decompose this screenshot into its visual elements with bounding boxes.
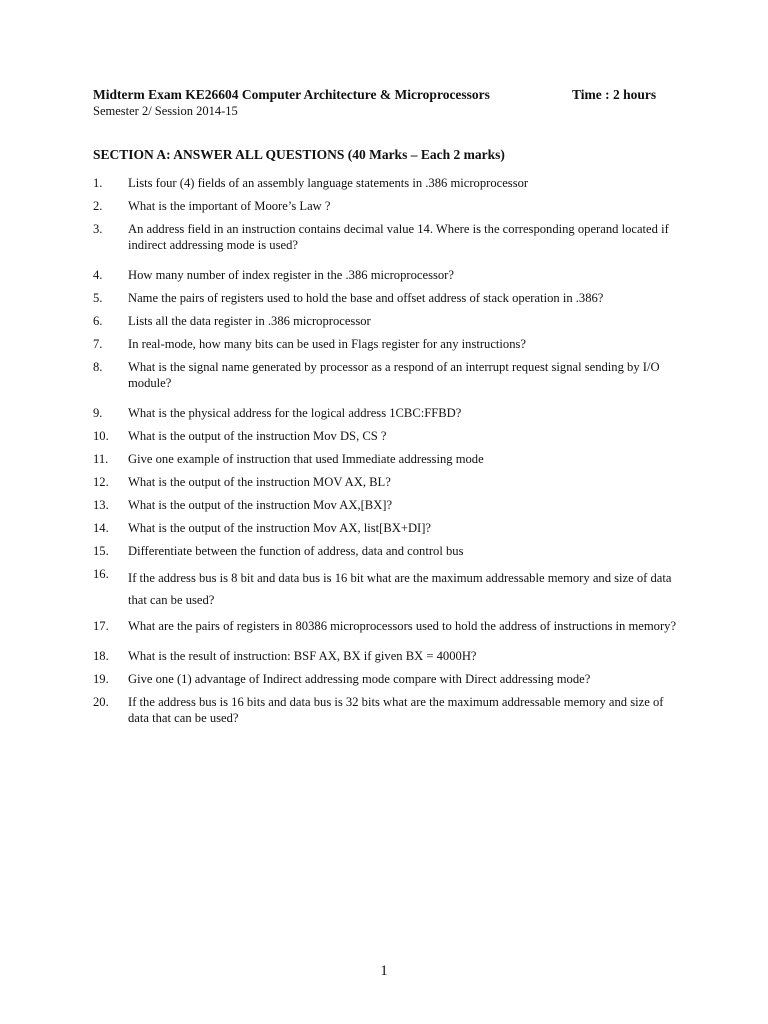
- question-item: [93, 314, 678, 330]
- question-item: [93, 619, 678, 635]
- question-text: Give one example of instruction that used Immediate addressing mode: [128, 452, 484, 466]
- question-number: 7.: [93, 337, 103, 351]
- question-item: [93, 498, 678, 514]
- exam-session: Semester 2/ Session 2014-15: [93, 104, 238, 118]
- question-item: [93, 268, 678, 284]
- question-item: [93, 176, 678, 192]
- question-number: 5.: [93, 291, 103, 305]
- question-number: 1.: [93, 176, 103, 190]
- question-item: [93, 521, 678, 537]
- exam-title: Midterm Exam KE26604 Computer Architecture & Microprocessors: [93, 87, 490, 102]
- question-number: 2.: [93, 199, 103, 213]
- question-text: An address field in an instruction contains decimal value 14. Where is the corresponding operand located if indirect addressing mode is used?: [128, 222, 669, 252]
- question-text: What is the output of the instruction Mov AX,[BX]?: [128, 498, 393, 512]
- question-number: 16.: [93, 567, 109, 581]
- question-list: [93, 176, 678, 734]
- exam-header: [93, 87, 673, 119]
- question-number: 18.: [93, 649, 109, 663]
- question-text: If the address bus is 16 bits and data bus is 32 bits what are the maximum addressable memory and size of data that can be used?: [128, 695, 664, 725]
- question-item: [93, 649, 678, 665]
- question-number: 8.: [93, 360, 103, 374]
- question-item: [93, 672, 678, 688]
- question-number: 15.: [93, 544, 109, 558]
- question-number: 11.: [93, 452, 109, 466]
- question-item: [93, 360, 678, 391]
- exam-duration: Time : 2 hours: [572, 87, 657, 102]
- question-item: [93, 452, 678, 468]
- question-item: [93, 475, 678, 491]
- question-item: [93, 695, 678, 726]
- question-number: 6.: [93, 314, 103, 328]
- question-item: [93, 337, 678, 353]
- question-text: If the address bus is 8 bit and data bus is 16 bit what are the maximum addressable memory and size of data that can be used?: [128, 571, 672, 607]
- question-text: Lists all the data register in .386 microprocessor: [128, 314, 371, 328]
- question-text: What is the signal name generated by processor as a respond of an interrupt request signal sending by I/O module?: [128, 360, 660, 390]
- question-text: Differentiate between the function of address, data and control bus: [128, 544, 464, 558]
- question-number: 13.: [93, 498, 109, 512]
- question-item: [93, 199, 678, 215]
- section-heading: SECTION A: ANSWER ALL QUESTIONS (40 Marks – Each 2 marks): [93, 147, 505, 162]
- page-number: 1: [380, 963, 388, 979]
- question-text: Name the pairs of registers used to hold the base and offset address of stack operation in .386?: [128, 291, 604, 305]
- question-number: 10.: [93, 429, 109, 443]
- question-number: 20.: [93, 695, 109, 709]
- question-item: [93, 406, 678, 422]
- question-text: What is the important of Moore’s Law ?: [128, 199, 331, 213]
- question-text: What is the output of the instruction MOV AX, BL?: [128, 475, 391, 489]
- question-text: What is the physical address for the logical address 1CBC:FFBD?: [128, 406, 462, 420]
- question-number: 3.: [93, 222, 103, 236]
- question-item: [93, 291, 678, 307]
- question-text: How many number of index register in the .386 microprocessor?: [128, 268, 454, 282]
- question-text: What are the pairs of registers in 80386 microprocessors used to hold the address of instructions in memory?: [128, 618, 677, 633]
- title-row: [93, 87, 673, 104]
- question-text: Lists four (4) fields of an assembly language statements in .386 microprocessor: [128, 176, 529, 190]
- question-text: What is the result of instruction: BSF AX, BX if given BX = 4000H?: [128, 649, 477, 663]
- question-number: 14.: [93, 521, 109, 535]
- question-item: [93, 544, 678, 560]
- question-text: Give one (1) advantage of Indirect addressing mode compare with Direct addressing mode?: [128, 672, 591, 686]
- question-item: [93, 222, 678, 253]
- question-number: 12.: [93, 475, 109, 489]
- question-text: In real-mode, how many bits can be used in Flags register for any instructions?: [128, 337, 527, 351]
- question-item: [93, 429, 678, 445]
- question-item: [93, 567, 678, 611]
- question-text: What is the output of the instruction Mov AX, list[BX+DI]?: [128, 521, 432, 535]
- question-number: 19.: [93, 672, 109, 686]
- question-number: 9.: [93, 406, 103, 420]
- question-number: 4.: [93, 268, 103, 282]
- question-text: What is the output of the instruction Mov DS, CS ?: [128, 429, 387, 443]
- question-number: 17.: [93, 618, 109, 633]
